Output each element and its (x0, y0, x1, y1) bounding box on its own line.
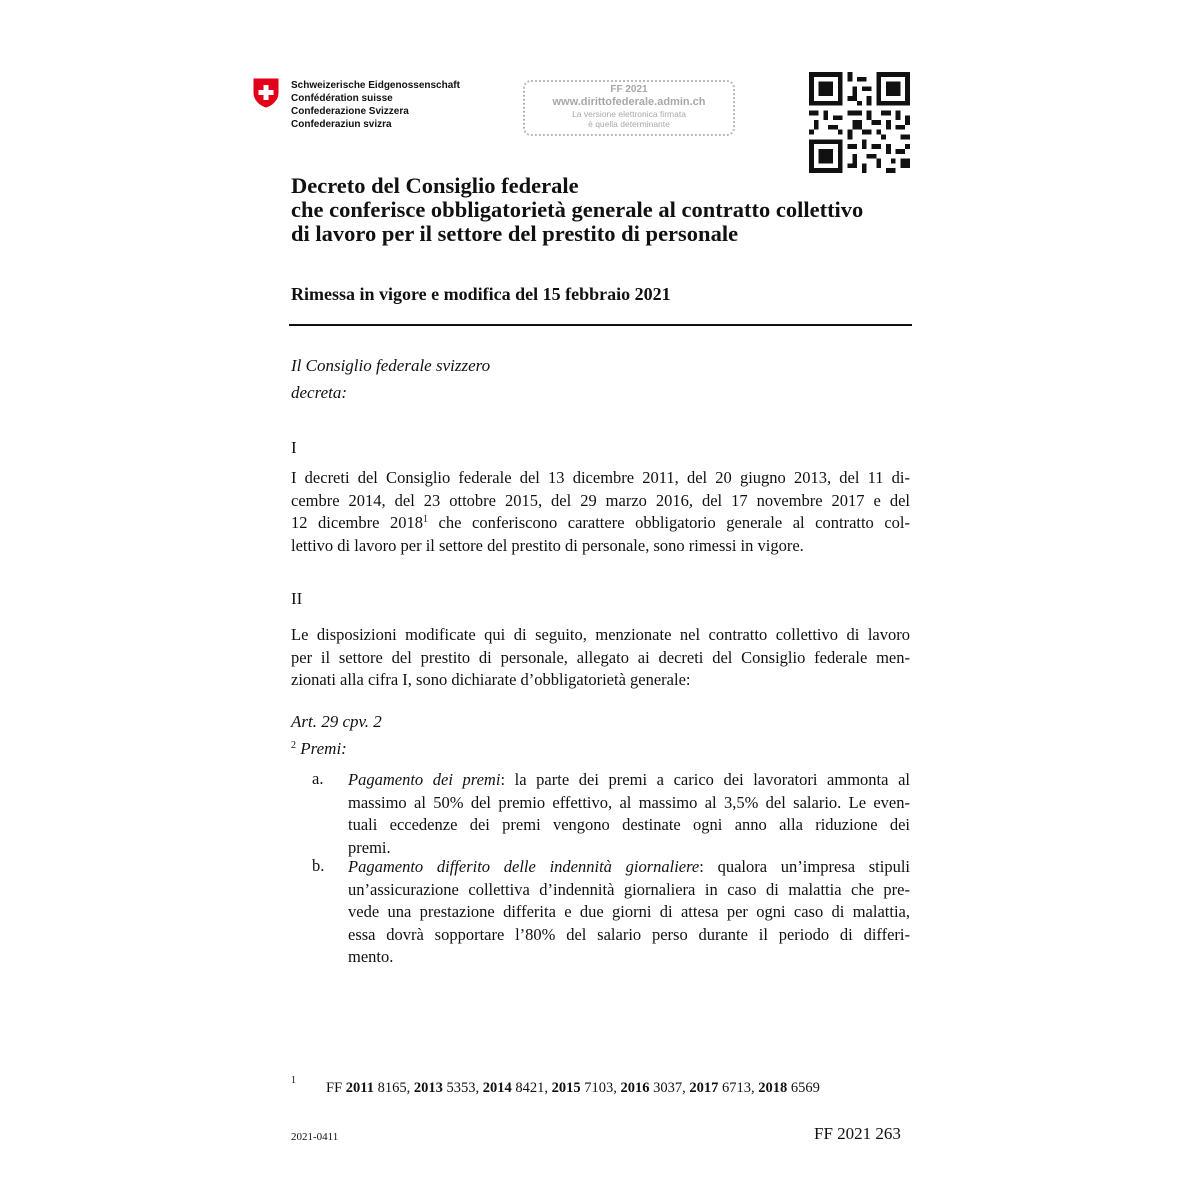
confederation-name-de: Schweizerische Eidgenossenschaft (291, 80, 460, 91)
footnote-ref-page: 8165 (377, 1080, 407, 1096)
section-heading-1: I (291, 438, 297, 457)
footnote-text: FF 2011 8165, 2013 5353, 2014 8421, 2015 7103, 2016 3037, 2017 6713, 2018 6569 (326, 1080, 820, 1096)
section-2-paragraph (291, 624, 910, 692)
item-a-text (348, 769, 910, 859)
item-a-line-3: tuali eccedenze dei premi vengono destinate ogni anno alla riduzione dei (348, 815, 910, 834)
confederation-name-rm: Confederaziun svizra (291, 119, 392, 130)
qr-code-icon (809, 72, 910, 173)
section-1-line-3-date: 12 dicembre 2018 (291, 513, 423, 532)
footnote-ref-1: 1 (422, 514, 428, 525)
section-1-line-3-rest: che conferiscono carattere obbligatorio generale al contratto col- (438, 513, 911, 532)
page-reference: FF 2021 263 (814, 1124, 901, 1143)
section-1-paragraph (291, 467, 910, 557)
item-b-marker: b. (312, 856, 325, 875)
item-a-line-2: massimo al 50% del premio effettivo, al massimo al 3,5% del salario. Le even- (348, 792, 910, 812)
preamble-issuer: Il Consiglio federale svizzero (291, 356, 491, 375)
preamble-decrees: decreta: (291, 383, 348, 402)
decree-title (291, 174, 931, 246)
section-1-line-1: I decreti del Consiglio federale del 13 dicembre 2011, del 20 giugno 2013, del 11 di- (291, 468, 910, 487)
stamp-note-1: La versione elettronica firmata (572, 109, 686, 119)
footnote-ref-year: 2015 (551, 1080, 581, 1096)
section-1-line-4: lettivo di lavoro per il settore del prestito di personale, sono rimessi in vigore. (291, 535, 804, 555)
footnote-ref-page: 6713 (721, 1080, 751, 1096)
item-b-line-4: essa dovrà sopportare l’80% del salario perso durante il periodo di differi- (348, 924, 910, 944)
item-b-line-1 (348, 856, 910, 879)
confederation-name-fr: Confédération suisse (291, 93, 393, 104)
footnote-ref-year: 2013 (413, 1080, 443, 1096)
footnote-ref-year: 2011 (345, 1080, 374, 1096)
footnote-ref-page: 6569 (790, 1080, 820, 1096)
item-a-line-4: premi. (348, 837, 391, 857)
section-2-line-1: Le disposizioni modificate qui di seguito, menzionate nel contratto collettivo di lavoro (291, 625, 910, 644)
paragraph-number: 2 (291, 740, 296, 751)
section-2-line-3: zionati alla cifra I, sono dichiarate d’obbligatorietà generale: (291, 670, 691, 689)
footnote-ref-page: 3037 (653, 1080, 683, 1096)
footnote-ref-year: 2016 (620, 1080, 650, 1096)
stamp-note-2: è quella determinante (588, 119, 670, 129)
item-b-line-5: mento. (348, 947, 394, 966)
item-a-marker: a. (312, 769, 324, 788)
confederation-name-it: Confederazione Svizzera (291, 106, 409, 117)
decree-subtitle: Rimessa in vigore e modifica del 15 febbraio 2021 (291, 284, 671, 304)
document-number: 2021-0411 (291, 1131, 339, 1143)
item-a-title: Pagamento dei premi (348, 770, 501, 789)
footnote-ref-year: 2018 (758, 1080, 788, 1096)
swiss-coat-of-arms-icon (253, 78, 279, 108)
footnote-ref-page: 5353 (446, 1080, 476, 1096)
item-b-title: Pagamento differito delle indennità giornaliere (348, 857, 700, 876)
paragraph-title: Premi: (300, 739, 347, 758)
section-2-line-2: per il settore del prestito di personale, allegato ai decreti del Consiglio federale men- (291, 647, 910, 667)
title-divider (289, 324, 912, 326)
title-line-1: Decreto del Consiglio federale (291, 173, 579, 198)
article-paragraph-label (291, 739, 347, 759)
item-b-line-3: vede una prestazione differita e due giorni di attesa per ogni caso di malattia, (348, 902, 910, 921)
section-heading-2: II (291, 589, 303, 608)
title-line-2: che conferisce obbligatorietà generale al contratto collettivo (291, 197, 864, 222)
item-a-line-1-rest: : la parte dei premi a carico dei lavoratori ammonta al (500, 770, 910, 789)
item-b-text (348, 856, 910, 969)
item-b-line-1-rest: : qualora un’impresa stipuli (699, 857, 910, 876)
item-b-line-2: un’assicurazione collettiva d’indennità giornaliera in caso di malattia che pre- (348, 879, 910, 899)
item-a-line-1 (348, 769, 910, 792)
stamp-ff-year: FF 2021 (610, 84, 648, 95)
article-heading: Art. 29 cpv. 2 (291, 712, 382, 731)
title-line-3: di lavoro per il settore del prestito di personale (291, 221, 739, 246)
footnote-prefix: FF (326, 1080, 343, 1096)
footnote-ref-year: 2014 (482, 1080, 512, 1096)
section-1-line-2: cembre 2014, del 23 ottobre 2015, del 29 marzo 2016, del 17 novembre 2017 e del (291, 490, 910, 510)
footnote-ref-page: 8421 (515, 1080, 545, 1096)
section-1-line-3 (291, 512, 910, 535)
footnote-number: 1 (291, 1075, 296, 1086)
stamp-url: www.dirittofederale.admin.ch (552, 96, 706, 108)
footnote-ref-page: 7103 (584, 1080, 614, 1096)
confederation-names (291, 79, 460, 131)
electronic-signature-stamp (523, 80, 735, 136)
footnote-ref-year: 2017 (689, 1080, 719, 1096)
